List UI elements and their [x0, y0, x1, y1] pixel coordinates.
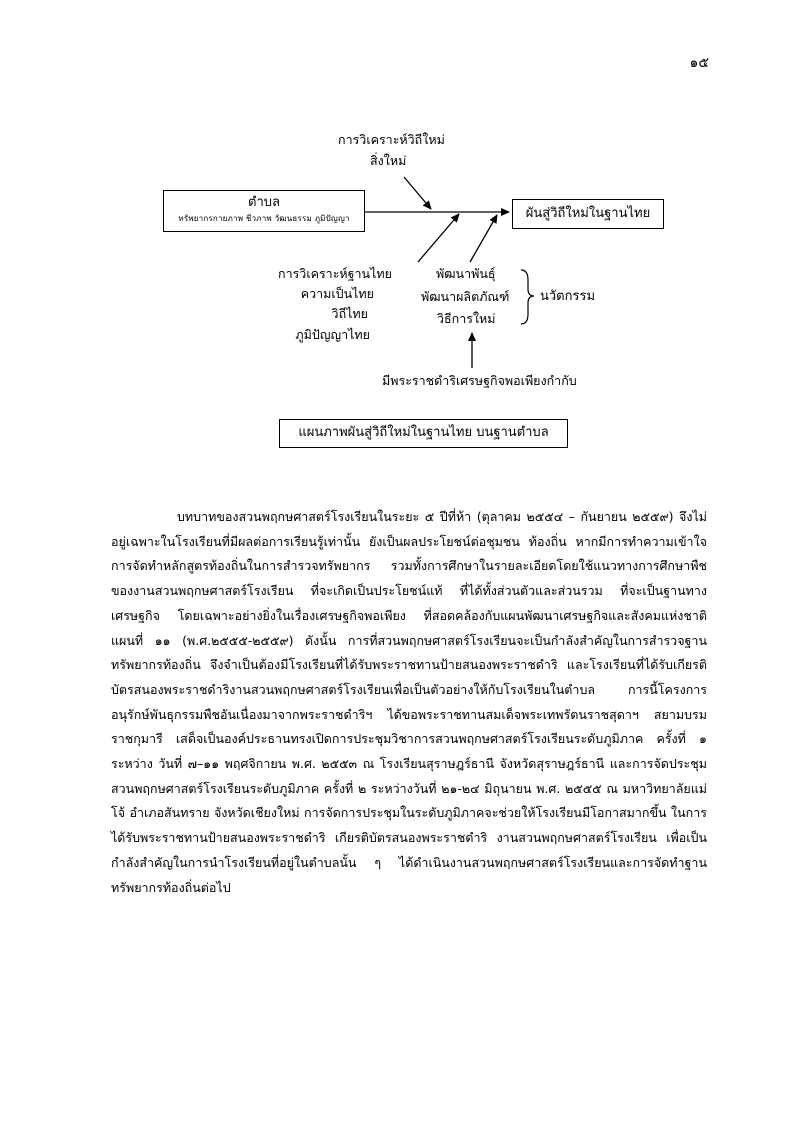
diagram-caption: แผนภาพผันสู่วิถีใหม่ในฐานไทย บนฐานตำบล	[279, 419, 568, 448]
fishbone-diagram	[0, 0, 793, 460]
innovation-brace	[521, 270, 534, 324]
innovation-label: นวัตกรรม	[540, 289, 596, 304]
page-number: ๑๕	[689, 55, 709, 71]
diagram-arrows	[0, 0, 793, 460]
bottom-left-label-4: ภูมิปัญญาไทย	[295, 327, 370, 342]
subdistrict-subtitle: ทรัพยากรกายภาพ ชีวภาพ วัฒนธรรม ภูมิปัญญา	[178, 214, 350, 223]
subdistrict-title: ตำบล	[248, 195, 280, 210]
lower-left-arrow	[418, 214, 459, 262]
body-paragraph: บทบาทของสวนพฤกษศาสตร์โรงเรียนในระยะ ๕ ปีที่ห้า (ตุลาคม ๒๕๕๔ – กันยายน ๒๕๕๙) จึงไม่อยู่เฉพาะในโรงเรียนที่มีผลต่อการเรียนรู้เท่านั้น ยังเป็นผลประโยชน์ต่อชุมชน ท้องถิ่น หากมีการทำความเข้าใจ การจัดทำหลักสูตรท้องถิ่นในการสำรวจทรัพยากร รวมทั้งการศึกษาในรายละเอียดโดยใช้แนวทางการศึกษาพืช ของงานสวนพฤกษศาสตร์โรงเรียน ที่จะเกิดเป็นประโยชน์แท้ ที่ได้ทั้งส่วนตัวและส่วนรวม ที่จะเป็นฐานทางเศรษฐกิจ โดยเฉพาะอย่างยิ่งในเรื่องเศรษฐกิจพอเพียง ที่สอดคล้องกับแผนพัฒนาเศรษฐกิจและสังคมแห่งชาติแผนที่ ๑๑ (พ.ศ.๒๕๕๕-๒๕๕๙) ดังนั้น การที่สวนพฤกษศาสตร์โรงเรียนจะเป็นกำลังสำคัญในการสำรวจฐานทรัพยากรท้องถิ่น จึงจำเป็นต้องมีโรงเรียนที่ได้รับพระราชทานป้ายสนองพระราชดำริ และโรงเรียนที่ได้รับเกียรติบัตรสนองพระราชดำริงานสวนพฤกษศาสตร์โรงเรียนเพื่อเป็นตัวอย่างให้กับโรงเรียนในตำบล การนี้โครงการอนุรักษ์พันธุกรรมพืชอันเนื่องมาจากพระราชดำริฯ ได้ขอพระราชทานสมเด็จพระเทพรัตนราชสุดาฯ สยามบรมราชกุมารี เสด็จเป็นองค์ประธานทรงเปิดการประชุมวิชาการสวนพฤกษศาสตร์โรงเรียนระดับภูมิภาค ครั้งที่ ๑ ระหว่าง วันที่ ๗–๑๑ พฤศจิกายน พ.ศ. ๒๕๕๓ ณ โรงเรียนสุราษฎร์ธานี จังหวัดสุราษฎร์ธานี และการจัดประชุมสวนพฤกษศาสตร์โรงเรียนระดับภูมิภาค ครั้งที่ ๒ ระหว่างวันที่ ๒๑-๒๔ มิถุนายน พ.ศ. ๒๕๕๕ ณ มหาวิทยาลัยแม่โจ้ อำเภอสันทราย จังหวัดเชียงใหม่ การจัดการประชุมในระดับภูมิภาคจะช่วยให้โรงเรียนมีโอกาสมากขึ้น ในการได้รับพระราชทานป้ายสนองพระราชดำริ เกียรติบัตรสนองพระราชดำริ งานสวนพฤกษศาสตร์โรงเรียน เพื่อเป็นกำลังสำคัญในการนำโรงเรียนที่อยู่ในตำบลนั้น ๆ ได้ดำเนินงานสวนพฤกษศาสตร์โรงเรียนและการจัดทำฐานทรัพยากรท้องถิ่นต่อไป	[111, 509, 707, 895]
bottom-left-label-2: ความเป็นไทย	[300, 286, 374, 301]
new-way-box: ผันสู่วิถีใหม่ในฐานไทย	[512, 199, 664, 229]
bottom-mid-label-1: พัฒนาพันธุ์	[436, 266, 496, 281]
lower-right-arrow	[470, 215, 497, 262]
bottom-mid-label-2: พัฒนาผลิตภัณฑ์	[421, 289, 510, 304]
subdistrict-box	[163, 190, 365, 232]
sufficiency-label: มีพระราชดำริเศรษฐกิจพอเพียงกำกับ	[382, 373, 577, 388]
top-label-analysis: การวิเคราะห์วิถีใหม่	[338, 132, 445, 147]
top-label-new-things: สิ่งใหม่	[370, 153, 407, 168]
bottom-left-label-3: วิถีไทย	[331, 306, 368, 321]
bottom-left-label-1: การวิเคราะห์ฐานไทย	[278, 266, 392, 281]
bottom-mid-label-3: วิธีการใหม่	[437, 311, 496, 326]
top-arrow	[404, 177, 431, 209]
